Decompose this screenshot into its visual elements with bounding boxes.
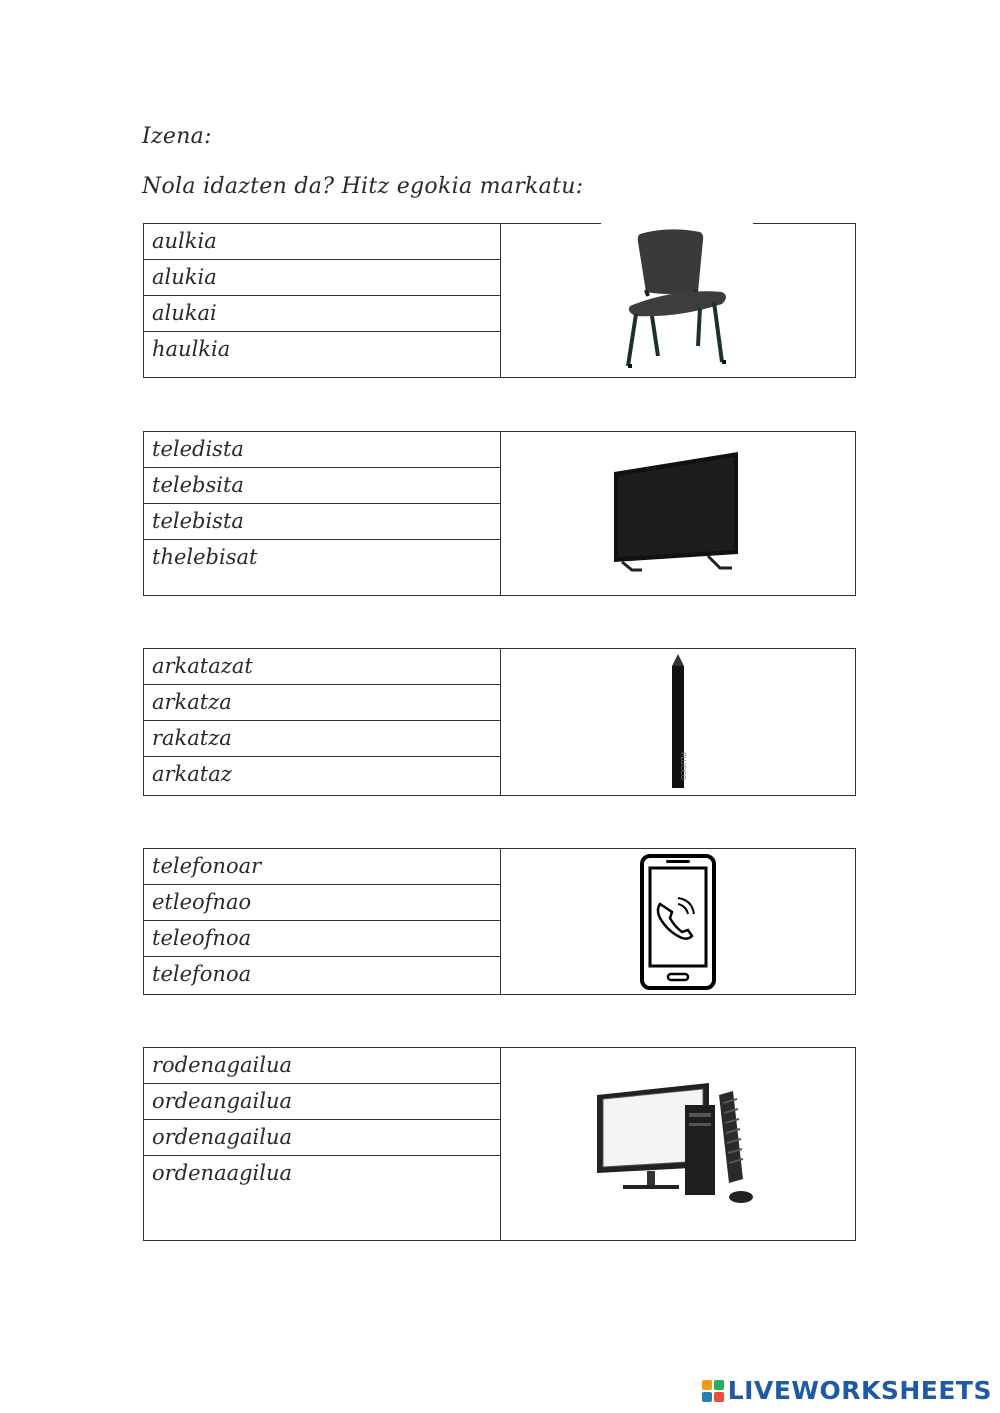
option-item[interactable]: arkatza	[144, 685, 500, 721]
liveworksheets-branding[interactable]	[702, 1376, 992, 1405]
liveworksheets-logo-icon	[702, 1380, 724, 1402]
border-gap	[601, 214, 753, 226]
logo-tile	[714, 1380, 724, 1390]
option-item[interactable]: teleofnoa	[144, 921, 500, 957]
exercise-pencil	[143, 648, 856, 796]
option-item[interactable]: thelebisat	[152, 545, 258, 569]
picture-cell	[501, 432, 855, 595]
option-item[interactable]: alukia	[144, 260, 500, 296]
instruction-text: Nola idazten da? Hitz egokia markatu:	[142, 174, 584, 199]
option-item[interactable]: ordenaagilua	[152, 1161, 293, 1185]
option-item[interactable]: teledista	[144, 432, 500, 468]
options-list	[144, 849, 501, 994]
logo-tile	[702, 1392, 712, 1402]
television-icon	[608, 444, 748, 584]
option-item[interactable]: telebsita	[144, 468, 500, 504]
name-label: Izena:	[142, 124, 212, 149]
exercise-computer	[143, 1047, 856, 1241]
exercise-television	[143, 431, 856, 596]
option-item[interactable]: rodenagailua	[144, 1048, 500, 1084]
picture-cell	[501, 849, 855, 994]
exercise-phone	[143, 848, 856, 995]
picture-cell	[501, 649, 855, 795]
options-list	[144, 432, 501, 595]
option-item[interactable]: etleofnao	[144, 885, 500, 921]
options-list	[144, 649, 501, 795]
option-item[interactable]: arkatazat	[144, 649, 500, 685]
option-item[interactable]: haulkia	[152, 337, 231, 361]
option-item[interactable]: ordenagailua	[144, 1120, 500, 1156]
options-list	[144, 224, 501, 377]
options-list	[144, 1048, 501, 1240]
pencil-brand-text: PLUCCO	[679, 752, 687, 781]
option-item[interactable]: arkataz	[152, 762, 232, 786]
chair-icon	[618, 226, 738, 376]
option-item[interactable]: ordeangailua	[144, 1084, 500, 1120]
picture-cell	[501, 224, 855, 377]
exercise-chair	[143, 223, 856, 378]
option-item[interactable]: alukai	[144, 296, 500, 332]
picture-cell	[501, 1048, 855, 1240]
smartphone-icon	[638, 852, 718, 992]
desktop-computer-icon	[593, 1079, 763, 1209]
option-item[interactable]: telefonoa	[152, 962, 252, 986]
option-item[interactable]: aulkia	[144, 224, 500, 260]
brand-text: LIVEWORKSHEETS	[727, 1376, 992, 1405]
logo-tile	[702, 1380, 712, 1390]
pencil-icon	[658, 652, 698, 792]
option-item[interactable]: telebista	[144, 504, 500, 540]
option-item[interactable]: rakatza	[144, 721, 500, 757]
logo-tile	[714, 1392, 724, 1402]
option-item[interactable]: telefonoar	[144, 849, 500, 885]
